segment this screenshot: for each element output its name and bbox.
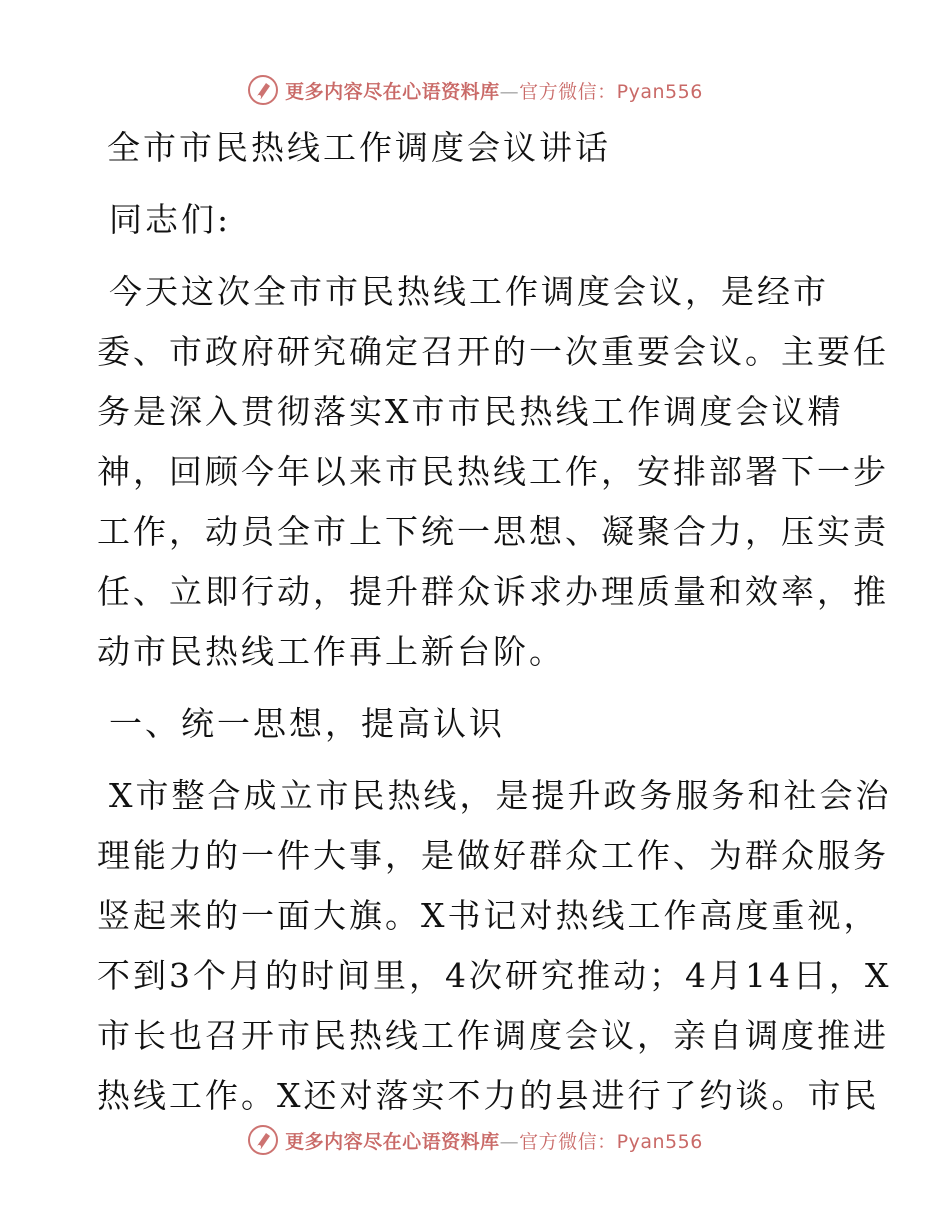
paragraph-line: 委、市政府研究确定召开的一次重要会议。主要任 <box>97 332 889 371</box>
watermark-header <box>0 70 950 110</box>
document-body <box>97 118 892 1138</box>
paragraph-2 <box>97 766 892 1126</box>
paragraph-line: 今天这次全市市民热线工作调度会议，是经市 <box>109 272 829 311</box>
watermark-label: 更多内容尽在心语资料库 <box>285 1130 500 1153</box>
section-heading: 一、统一思想，提高认识 <box>109 704 505 743</box>
paragraph-line: 不到3个月的时间里，4次研究推动；4月14日，X <box>97 956 892 995</box>
paragraph-line: 竖起来的一面大旗。X书记对热线工作高度重视， <box>97 896 880 935</box>
paragraph-1 <box>97 262 889 682</box>
paragraph-line: 理能力的一件大事，是做好群众工作、为群众服务 <box>97 836 889 875</box>
watermark-text <box>285 1127 703 1154</box>
paragraph-line: 热线工作。X还对落实不力的县进行了约谈。市民 <box>97 1076 880 1115</box>
watermark-footer <box>0 1120 950 1160</box>
watermark-wechat: 官方微信：Pyan556 <box>519 80 703 103</box>
watermark-wechat: 官方微信：Pyan556 <box>519 1130 703 1153</box>
document-title: 全市市民热线工作调度会议讲话 <box>107 128 611 167</box>
paragraph-line: 市长也召开市民热线工作调度会议，亲自调度推进 <box>97 1016 889 1055</box>
pen-nib-logo-icon <box>247 74 279 106</box>
paragraph-line: 动市民热线工作再上新台阶。 <box>97 632 565 671</box>
paragraph-line: 神，回顾今年以来市民热线工作，安排部署下一步 <box>97 452 889 491</box>
paragraph-line: 任、立即行动，提升群众诉求办理质量和效率，推 <box>97 572 889 611</box>
watermark-separator: — <box>499 80 520 103</box>
watermark-label: 更多内容尽在心语资料库 <box>285 80 500 103</box>
pen-nib-logo-icon <box>247 1124 279 1156</box>
paragraph-line: 务是深入贯彻落实X市市民热线工作调度会议精 <box>97 392 844 431</box>
watermark-separator: — <box>499 1130 520 1153</box>
paragraph-line: X市整合成立市民热线，是提升政务服务和社会治 <box>109 776 892 815</box>
paragraph-line: 工作，动员全市上下统一思想、凝聚合力，压实责 <box>97 512 889 551</box>
watermark-text <box>285 77 703 104</box>
greeting: 同志们: <box>109 200 232 239</box>
